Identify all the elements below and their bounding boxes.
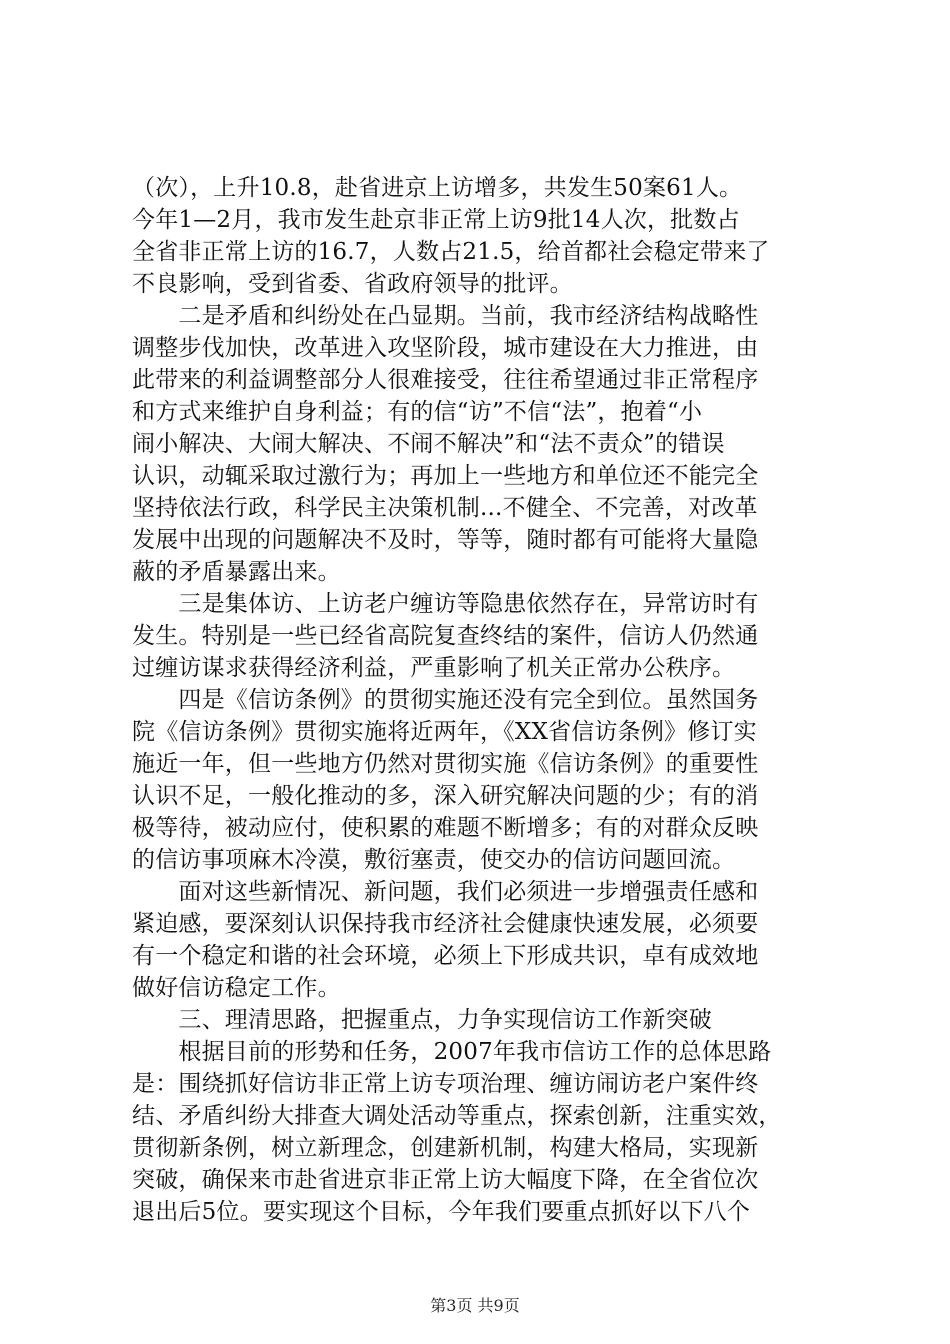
text-line: （次），上升10.8，赴省进京上访增多，共发生50案61人。 — [132, 175, 743, 201]
text-line: 是：围绕抓好信访非正常上访专项治理、缠访闹访老户案件终 — [132, 1071, 759, 1097]
text-line: 突破，确保来市赴省进京非正常上访大幅度下降，在全省位次 — [132, 1167, 759, 1193]
text-line: 认识，动辄采取过激行为；再加上一些地方和单位还不能完全 — [132, 463, 759, 489]
text-line: 今年1—2月，我市发生赴京非正常上访9批14人次，批数占 — [132, 207, 740, 233]
text-line: 有一个稳定和谐的社会环境，必须上下形成共识，卓有成效地 — [132, 943, 759, 969]
text-line: 蔽的矛盾暴露出来。 — [132, 559, 341, 585]
text-line: 退出后5位。要实现这个目标，今年我们要重点抓好以下八个 — [132, 1199, 751, 1225]
text-line: 根据目前的形势和任务，2007年我市信访工作的总体思路 — [132, 1039, 772, 1065]
text-line: 过缠访谋求获得经济利益，严重影响了机关正常办公秩序。 — [132, 655, 736, 681]
text-line: 二是矛盾和纠纷处在凸显期。当前，我市经济结构战略性 — [132, 303, 759, 329]
text-line: 发生。特别是一些已经省高院复查终结的案件，信访人仍然通 — [132, 623, 759, 649]
text-line: 坚持依法行政，科学民主决策机制...不健全、不完善，对改革 — [132, 495, 758, 521]
text-line: 不良影响，受到省委、省政府领导的批评。 — [132, 271, 573, 297]
text-line: 三、理清思路，把握重点，力争实现信访工作新突破 — [132, 1007, 712, 1033]
text-line: 四是《信访条例》的贯彻实施还没有完全到位。虽然国务 — [132, 687, 759, 713]
text-line: 紧迫感，要深刻认识保持我市经济社会健康快速发展，必须要 — [132, 911, 759, 937]
text-line: 施近一年，但一些地方仍然对贯彻实施《信访条例》的重要性 — [132, 751, 759, 777]
text-line: 做好信访稳定工作。 — [132, 975, 341, 1001]
document-body — [132, 172, 832, 1228]
text-line: 发展中出现的问题解决不及时，等等，随时都有可能将大量隐 — [132, 527, 759, 553]
text-line: 闹小解决、大闹大解决、不闹不解决”和“法不责众”的错误 — [132, 431, 725, 457]
text-line: 院《信访条例》贯彻实施将近两年，《XX省信访条例》修订实 — [132, 719, 757, 745]
text-line: 极等待，被动应付，使积累的难题不断增多；有的对群众反映 — [132, 815, 759, 841]
text-line: 三是集体访、上访老户缠访等隐患依然存在，异常访时有 — [132, 591, 759, 617]
text-line: 结、矛盾纠纷大排查大调处活动等重点，探索创新，注重实效， — [132, 1103, 782, 1129]
text-line: 贯彻新条例，树立新理念，创建新机制，构建大格局，实现新 — [132, 1135, 759, 1161]
text-line: 调整步伐加快，改革进入攻坚阶段，城市建设在大力推进，由 — [132, 335, 759, 361]
page-footer: 第3页 共9页 — [430, 1296, 520, 1315]
text-line: 全省非正常上访的16.7，人数占21.5，给首都社会稳定带来了 — [132, 239, 770, 265]
text-line: 和方式来维护自身利益；有的信“访”不信“法”，抱着“小 — [132, 399, 703, 425]
text-line: 面对这些新情况、新问题，我们必须进一步增强责任感和 — [132, 879, 759, 905]
text-line: 认识不足，一般化推动的多，深入研究解决问题的少；有的消 — [132, 783, 759, 809]
text-line: 此带来的利益调整部分人很难接受，往往希望通过非正常程序 — [132, 367, 759, 393]
text-line: 的信访事项麻木冷漠，敷衍塞责，使交办的信访问题回流。 — [132, 847, 736, 873]
